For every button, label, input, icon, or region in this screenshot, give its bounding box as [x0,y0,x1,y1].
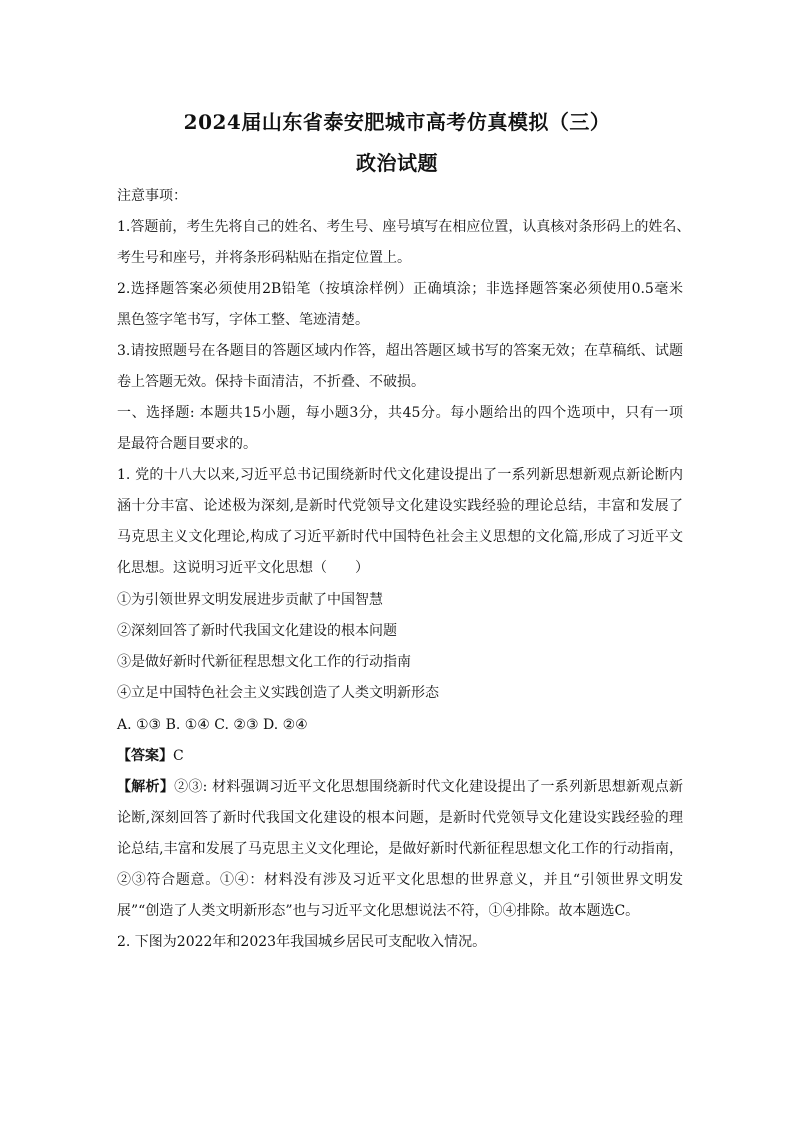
analysis-line: 论总结,丰富和发展了马克思主义文化理论，是做好新时代新征程思想文化工作的行动指南， [117,841,683,857]
question-item: ①为引领世界文明发展进步贡献了中国智慧 [117,592,383,608]
question-stem-line: 马克思主义文化理论,构成了习近平新时代中国特色社会主义思想的文化篇,形成了习近平文 [117,529,683,545]
question-item: ②深刻回答了新时代我国文化建设的根本问题 [117,623,397,639]
section-heading-cont: 是最符合题目要求的。 [117,436,257,452]
page-subtitle: 政治试题 [356,151,438,175]
notice-line: 3.请按照题号在各题目的答题区域内作答，超出答题区域书写的答案无效；在草稿纸、试题 [117,343,683,359]
notice-line: 黑色签字笔书写，字体工整、笔迹清楚。 [117,312,369,328]
analysis-text: ②③: 材料强调习近平文化思想围绕新时代文化建设提出了一系列新思想新观点新 [174,779,684,795]
question-item: ③是做好新时代新征程思想文化工作的行动指南 [117,654,411,670]
answer-line [117,746,683,766]
question-item: ④立足中国特色社会主义实践创造了人类文明新形态 [117,685,439,701]
question-stem-line: 涵十分丰富、论述极为深刻,是新时代党领导文化建设实践经验的理论总结，丰富和发展了 [117,498,683,514]
analysis-label: 【解析】 [117,779,175,795]
analysis-line: 论断,深刻回答了新时代我国文化建设的根本问题，是新时代党领导文化建设实践经验的理 [117,810,683,826]
notice-line: 卷上答题无效。保持卡面清洁，不折叠、不破损。 [117,374,425,390]
notice-line: 1.答题前，考生先将自己的姓名、考生号、座号填写在相应位置，认真核对条形码上的姓名、 [117,219,691,235]
answer-label: 【答案】 [117,748,173,764]
question-stem-line: 化思想。这说明习近平文化思想（ ） [117,560,369,576]
answer-value: C [173,748,184,764]
notice-line: 考生号和座号，并将条形码粘贴在指定位置上。 [117,250,411,266]
notice-line: 2.选择题答案必须使用2B铅笔（按填涂样例）正确填涂；非选择题答案必须使用0.5毫米 [117,281,683,297]
analysis-line [117,777,683,797]
question-stem-line: 1. 党的十八大以来,习近平总书记围绕新时代文化建设提出了一系列新思想新观点新论断内 [117,467,683,483]
notice-heading: 注意事项： [117,188,187,204]
question-options: A. ①③ B. ①④ C. ②③ D. ②④ [117,717,308,733]
page-title: 2024届山东省泰安肥城市高考仿真模拟（三） [183,110,611,134]
question-2-stem: 2. 下图为2022年和2023年我国城乡居民可支配收入情况。 [117,934,487,950]
analysis-line: 展”“创造了人类文明新形态”也与习近平文化思想说法不符，①④排除。故本题选C。 [117,903,640,919]
analysis-line: ②③符合题意。①④：材料没有涉及习近平文化思想的世界意义，并且“引领世界文明发 [117,872,683,888]
section-heading: 一、选择题: 本题共15小题，每小题3分，共45分。每小题给出的四个选项中，只有一项 [117,405,683,421]
